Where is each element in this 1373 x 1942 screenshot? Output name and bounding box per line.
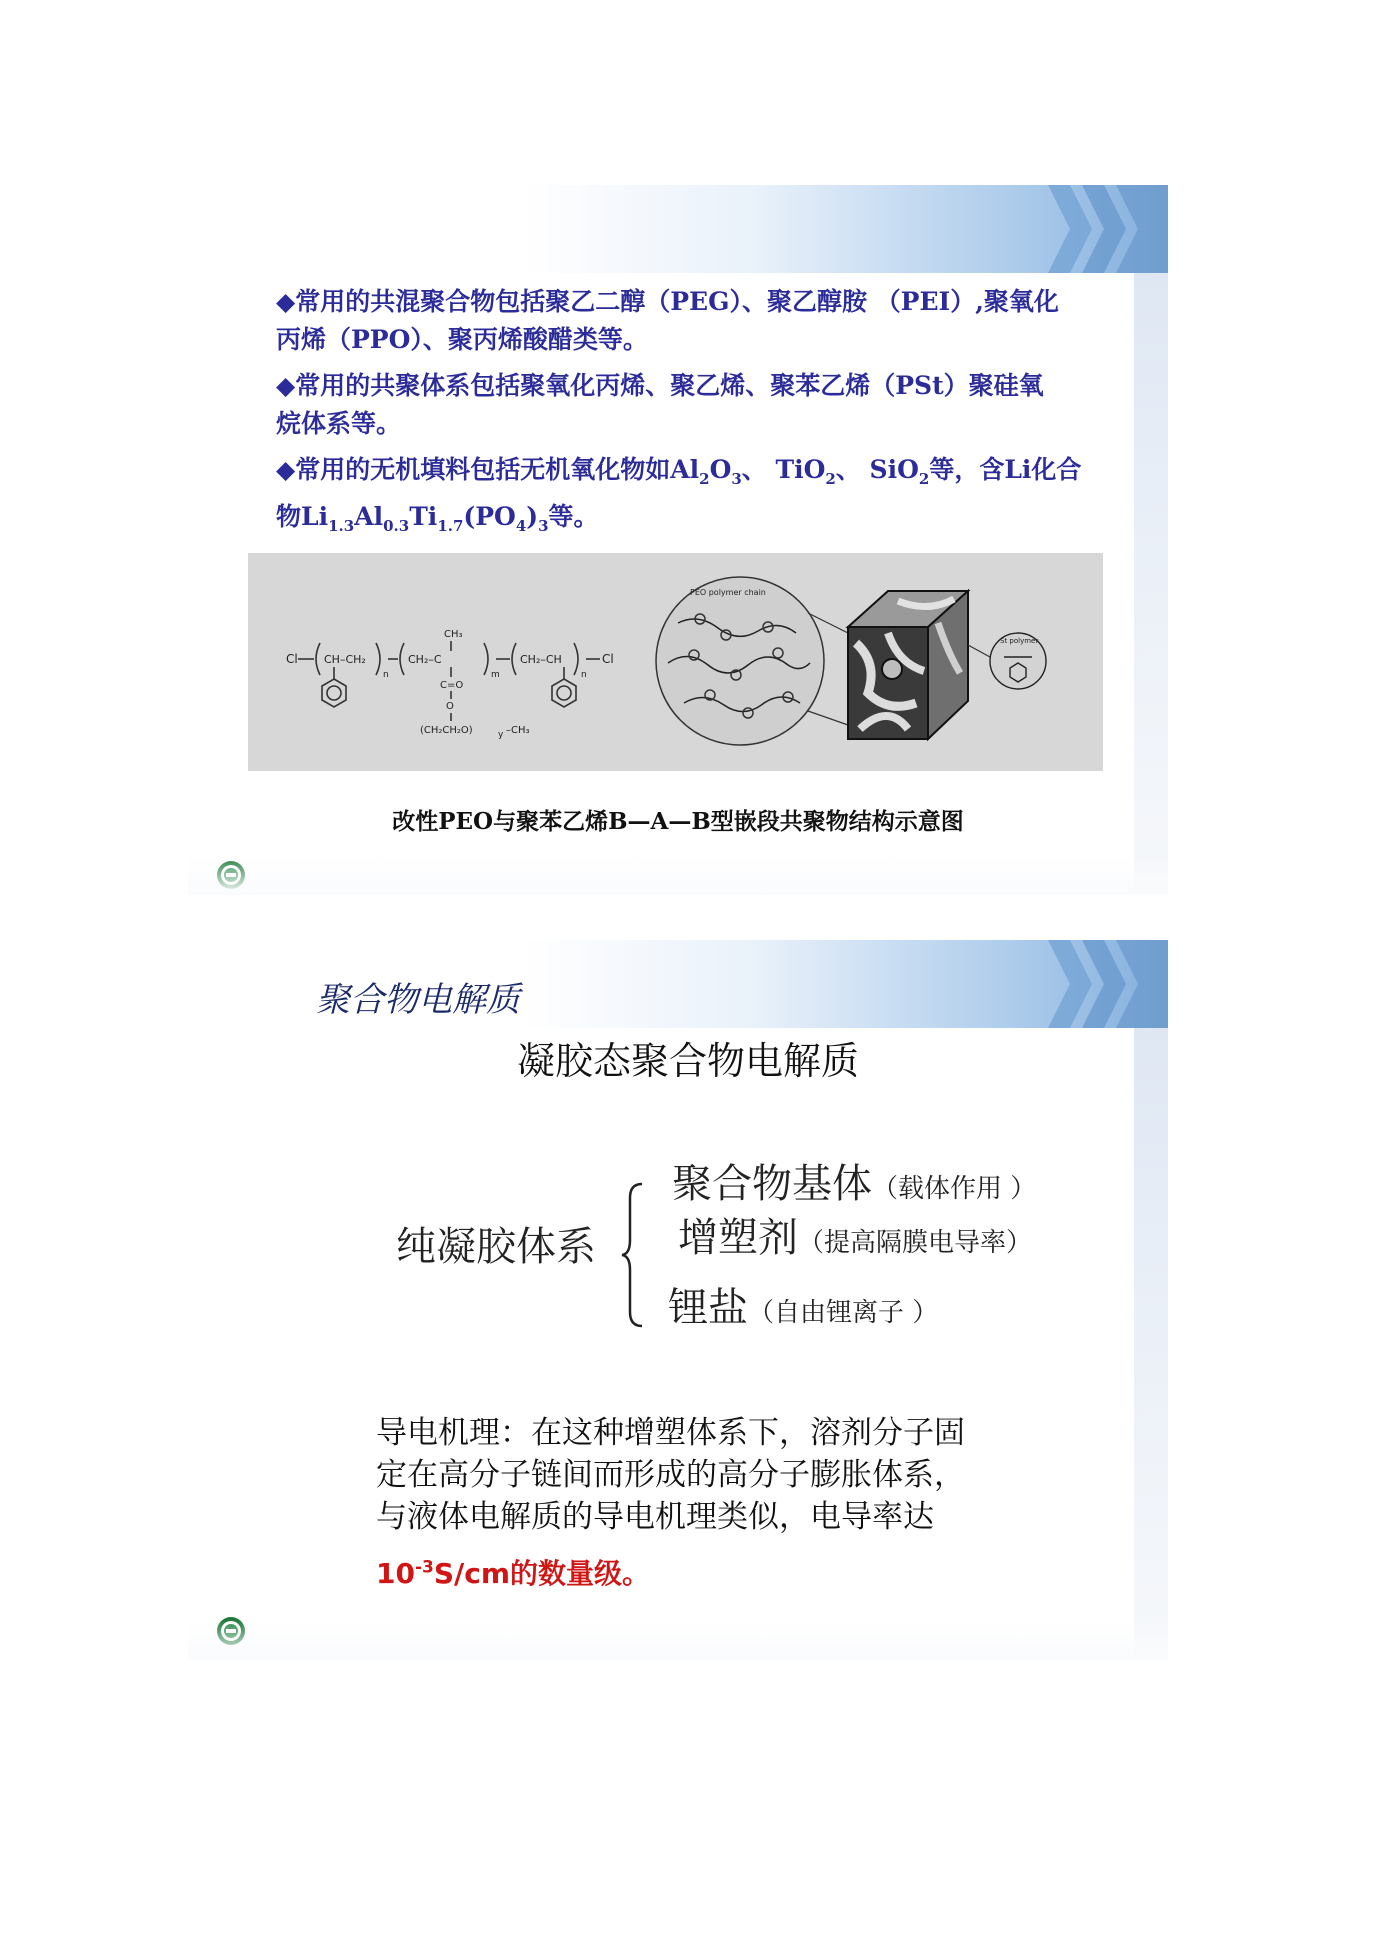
chevron-decoration <box>1048 185 1168 273</box>
block-copolymer-cube <box>848 591 968 739</box>
component-lithium-salt: 锂盐（自由锂离子 ） <box>668 1285 939 1331</box>
slide-1 <box>188 185 1168 895</box>
header-band <box>188 185 1168 273</box>
chevron-decoration-2 <box>1048 940 1168 1028</box>
formula-sub-n-2: n <box>581 670 587 680</box>
bullet-inorganic-fillers: ◆常用的无机填料包括无机氧化物如$Al_2O_3$、 TiO$_2$、 SiO$_2$等，含Li化合 物$Li_{1.3}Al_{0.3}Ti_{1.7}(PO_4)_3$等。 <box>276 455 1082 535</box>
ps-chain-label: St polymer <box>1000 637 1039 645</box>
peo-chain-magnified <box>656 577 824 745</box>
component-polymer-matrix: 聚合物基体（载体作用 ） <box>672 1161 1037 1207</box>
mechanism-line-2: 定在高分子链间而形成的高分子膨胀体系， <box>376 1457 965 1493</box>
right-decoration-bar <box>1134 273 1168 895</box>
slide-2-bottom-fade <box>188 1620 1168 1660</box>
zoom-line-bottom <box>808 711 848 725</box>
formula-ch3: CH₃ <box>444 629 463 640</box>
formula-methyl-end: –CH₃ <box>506 725 530 736</box>
ps-domain-magnified <box>990 633 1046 689</box>
formula-cl-right: Cl <box>602 652 614 666</box>
copolymer-figure <box>248 553 1103 771</box>
gel-system-label: 纯凝胶体系 <box>396 1224 596 1270</box>
conductivity-value: $10^{-3}S/cm$的数量级。 <box>376 1557 651 1590</box>
formula-unit-2: CH₂–C <box>408 653 442 666</box>
zoom-line-right <box>968 645 990 657</box>
slide-title: 凝胶态聚合物电解质 <box>516 1039 859 1083</box>
structural-formula <box>286 629 614 740</box>
formula-oxygen: O <box>446 701 454 712</box>
formula-unit-3: CH₂–CH <box>520 653 562 666</box>
formula-cl-left: Cl <box>286 652 298 666</box>
conduction-mechanism-text <box>376 1412 1016 1538</box>
bullet-copolymer-systems: ◆常用的共聚体系包括聚氧化丙烯、聚乙烯、聚苯乙烯（PSt）聚硅氧 烷体系等。 <box>276 371 1044 438</box>
formula-sub-m: m <box>491 670 500 680</box>
right-decoration-bar-2 <box>1134 1028 1168 1660</box>
formula-unit-1: CH–CH₂ <box>324 653 366 666</box>
formula-carbonyl: C=O <box>440 680 464 691</box>
formula-sub-y: y <box>498 730 504 740</box>
copolymer-structure-diagram <box>248 553 1103 771</box>
slide-topic: 聚合物电解质 <box>316 980 520 1020</box>
bullet-copolymer-blends: ◆常用的共混聚合物包括聚乙二醇（PEG）、聚乙醇胺 （PEI）,聚氧化 丙烯（PPO）、聚丙烯酸醋类等。 <box>276 287 1059 354</box>
figure-caption: 改性PEO与聚苯乙烯B—A—B型嵌段共聚物结构示意图 <box>392 808 964 835</box>
peo-chain-label: PEO polymer chain <box>690 588 766 597</box>
curly-brace-icon <box>620 1180 648 1330</box>
mechanism-line-3: 与液体电解质的导电机理类似，电导率达 <box>376 1499 934 1535</box>
mechanism-line-1: 导电机理：在这种增塑体系下，溶剂分子固 <box>376 1415 965 1451</box>
component-plasticizer: 增塑剂（提高隔膜电导率） <box>678 1215 1033 1261</box>
formula-peo-unit: (CH₂CH₂O) <box>420 725 473 736</box>
slide-1-bottom-fade <box>188 855 1168 895</box>
slide-2 <box>188 940 1168 1660</box>
formula-sub-n: n <box>383 670 389 680</box>
